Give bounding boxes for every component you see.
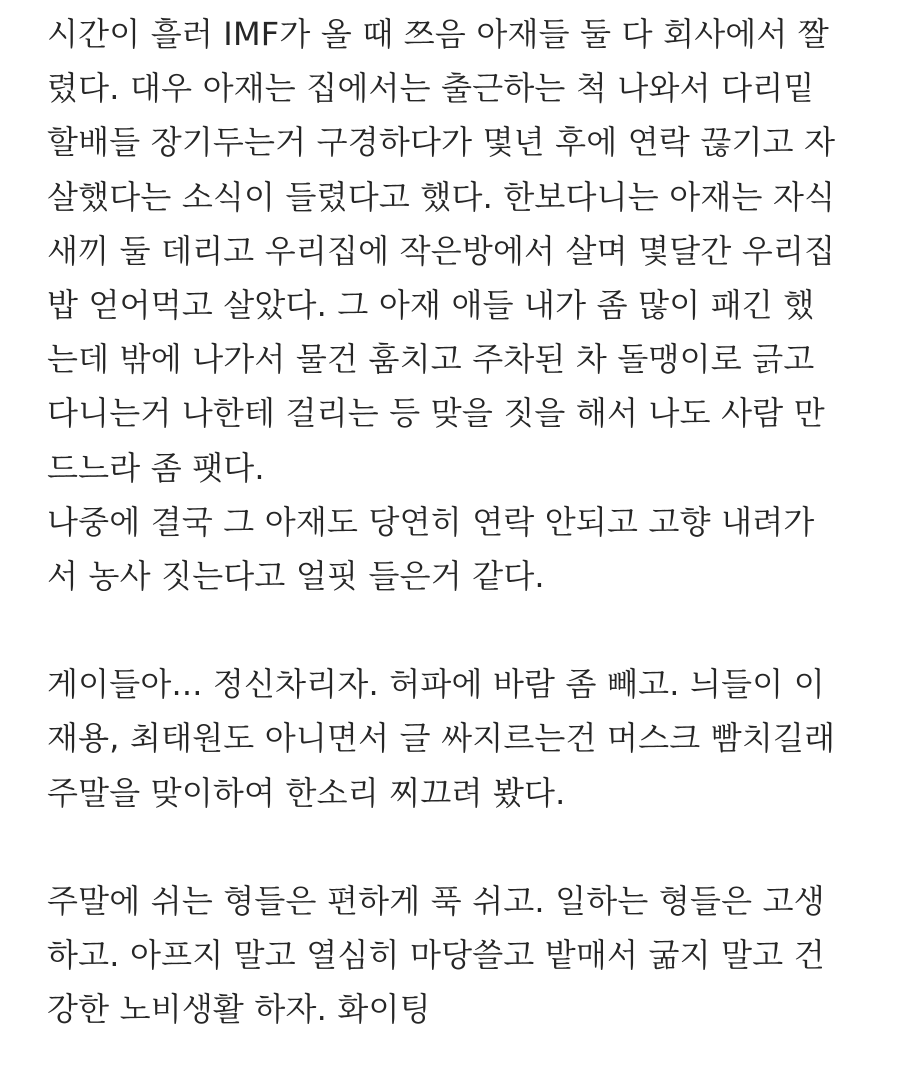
post-text-line: 시간이 흘러 IMF가 올 때 쯔음 아재들 둘 다 회사에서 짤 bbox=[47, 15, 830, 53]
post-text-line: 서 농사 짓는다고 얼핏 들은거 같다. bbox=[47, 556, 545, 595]
post-text-line: 하고. 아프지 말고 열심히 마당쓸고 밭매서 굶지 말고 건 bbox=[47, 936, 825, 975]
post-text-line: 재용, 최태원도 아니면서 글 싸지르는건 머스크 빰치길래 bbox=[47, 719, 836, 758]
post-body bbox=[47, 0, 887, 1037]
paragraph-spacer bbox=[47, 603, 887, 657]
post-text-line: 밥 얻어먹고 살았다. 그 아재 애들 내가 좀 많이 패긴 했 bbox=[47, 285, 815, 324]
post-text-line: 강한 노비생활 하자. 화이팅 bbox=[47, 990, 431, 1029]
post-text-line: 렸다. 대우 아재는 집에서는 출근하는 척 나와서 다리밑 bbox=[47, 69, 815, 108]
post-text-line: 나중에 결국 그 아재도 당연히 연락 안되고 고향 내려가 bbox=[47, 502, 815, 541]
post-text-line: 게이들아... 정신차리자. 허파에 바람 좀 빼고. 늬들이 이 bbox=[47, 665, 825, 704]
post-text-line: 드느라 좀 팻다. bbox=[47, 448, 265, 487]
post-text-line: 는데 밖에 나가서 물건 훔치고 주차된 차 돌맹이로 긁고 bbox=[47, 340, 815, 379]
post-text-line: 주말을 맞이하여 한소리 찌끄려 봤다. bbox=[47, 773, 566, 812]
post-text-line: 다니는거 나한테 걸리는 등 맞을 짓을 해서 나도 사람 만 bbox=[47, 394, 825, 433]
post-text-line: 주말에 쉬는 형들은 편하게 푹 쉬고. 일하는 형들은 고생 bbox=[47, 882, 825, 920]
post-text-line: 새끼 둘 데리고 우리집에 작은방에서 살며 몇달간 우리집 bbox=[47, 231, 836, 270]
post-text-line: 할배들 장기두는거 구경하다가 몇년 후에 연락 끊기고 자 bbox=[47, 123, 836, 162]
post-text-line: 살했다는 소식이 들렸다고 했다. 한보다니는 아재는 자식 bbox=[47, 177, 836, 216]
paragraph-spacer bbox=[47, 820, 887, 874]
